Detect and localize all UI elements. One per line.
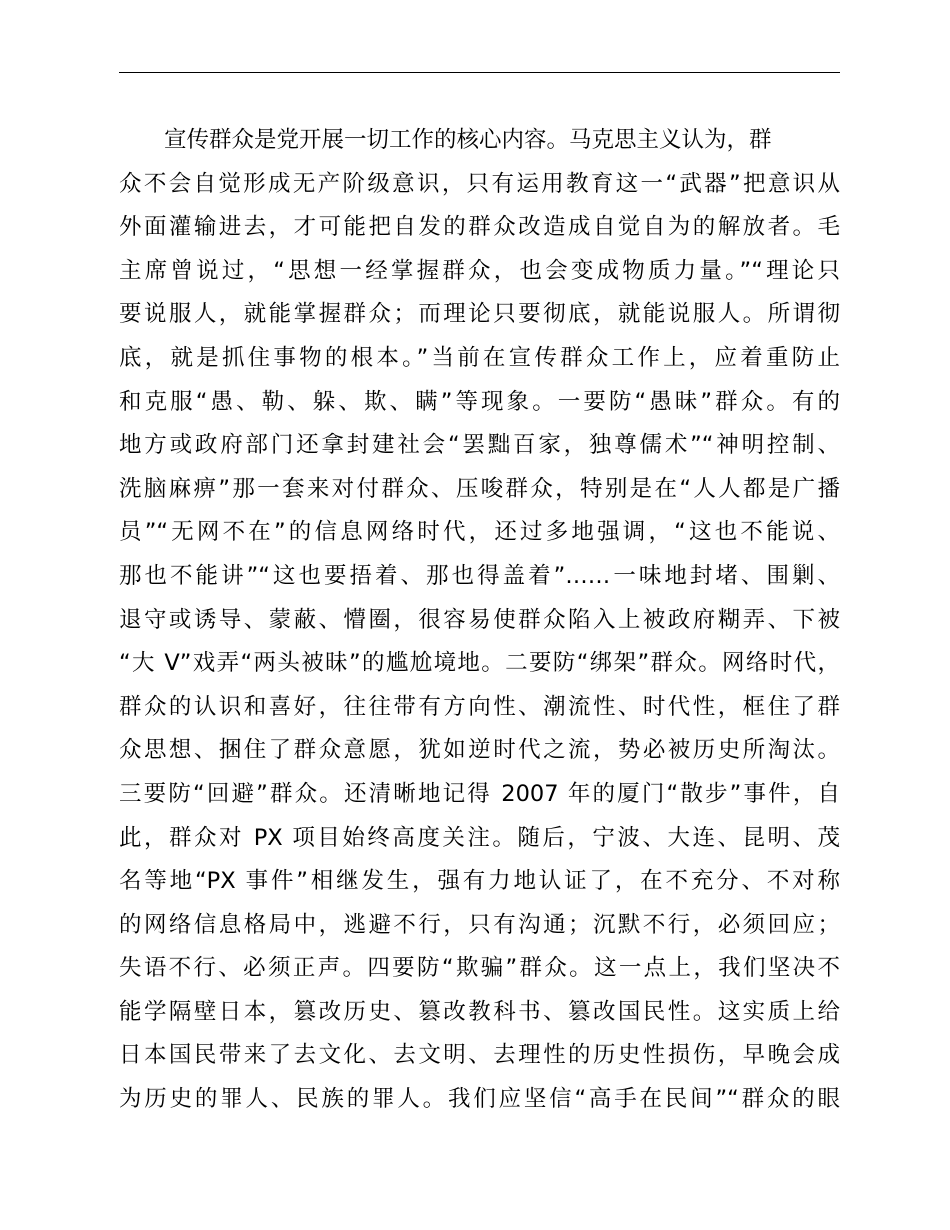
paragraph-line: 失语不行、必须正声。四要防“欺骗”群众。这一点上，我们坚决不 (119, 955, 840, 982)
paragraph-line: 底，就是抓住事物的根本。”当前在宣传群众工作上，应着重防止 (119, 344, 840, 371)
paragraph-line: 三要防“回避”群众。还清晰地记得 2007 年的厦门“散步”事件，自 (119, 780, 840, 807)
paragraph-line: 日本国民带来了去文化、去文明、去理性的历史性损伤，早晚会成 (119, 1042, 840, 1069)
paragraph-line: 此，群众对 PX 项目始终高度关注。随后，宁波、大连、昆明、茂 (119, 824, 840, 851)
paragraph-line: 退守或诱导、蒙蔽、懵圈，很容易使群众陷入上被政府糊弄、下被 (119, 606, 840, 633)
paragraph-line: 的网络信息格局中，逃避不行，只有沟通；沉默不行，必须回应； (119, 911, 840, 938)
paragraph-line: 众思想、捆住了群众意愿，犹如逆时代之流，势必被历史所淘汰。 (119, 737, 840, 764)
paragraph-line: 员”“无网不在”的信息网络时代，还过多地强调，“这也不能说、 (119, 519, 840, 546)
paragraph-line: 宣传群众是党开展一切工作的核心内容。马克思主义认为，群 (164, 127, 772, 153)
paragraph-line: 为历史的罪人、民族的罪人。我们应坚信“高手在民间”“群众的眼 (119, 1086, 840, 1113)
paragraph-line: 和克服“愚、勒、躲、欺、瞒”等现象。一要防“愚昧”群众。有的 (119, 388, 840, 415)
paragraph-line: 洗脑麻痹”那一套来对付群众、压唆群众，特别是在“人人都是广播 (119, 475, 840, 502)
paragraph-line: “大 V”戏弄“两头被昧”的尴尬境地。二要防“绑架”群众。网络时代， (119, 650, 840, 677)
paragraph-line: 地方或政府部门还拿封建社会“罢黜百家，独尊儒术”“神明控制、 (119, 432, 840, 459)
paragraph-line: 要说服人，就能掌握群众；而理论只要彻底，就能说服人。所谓彻 (119, 301, 840, 328)
paragraph-line: 众不会自觉形成无产阶级意识，只有运用教育这一“武器”把意识从 (119, 170, 840, 197)
paragraph-line: 名等地“PX 事件”相继发生，强有力地认证了，在不充分、不对称 (119, 868, 840, 895)
paragraph-line: 那也不能讲”“这也要捂着、那也得盖着”……一味地封堵、围剿、 (119, 562, 840, 589)
paragraph-line: 主席曾说过，“思想一经掌握群众，也会变成物质力量。”“理论只 (119, 257, 840, 284)
body-paragraph (119, 119, 840, 1122)
paragraph-line: 外面灌输进去，才可能把自发的群众改造成自觉自为的解放者。毛 (119, 214, 840, 241)
header-rule (119, 72, 840, 73)
paragraph-line: 能学隔壁日本，篡改历史、篡改教科书、篡改国民性。这实质上给 (119, 998, 840, 1025)
paragraph-line: 群众的认识和喜好，往往带有方向性、潮流性、时代性，框住了群 (119, 693, 840, 720)
